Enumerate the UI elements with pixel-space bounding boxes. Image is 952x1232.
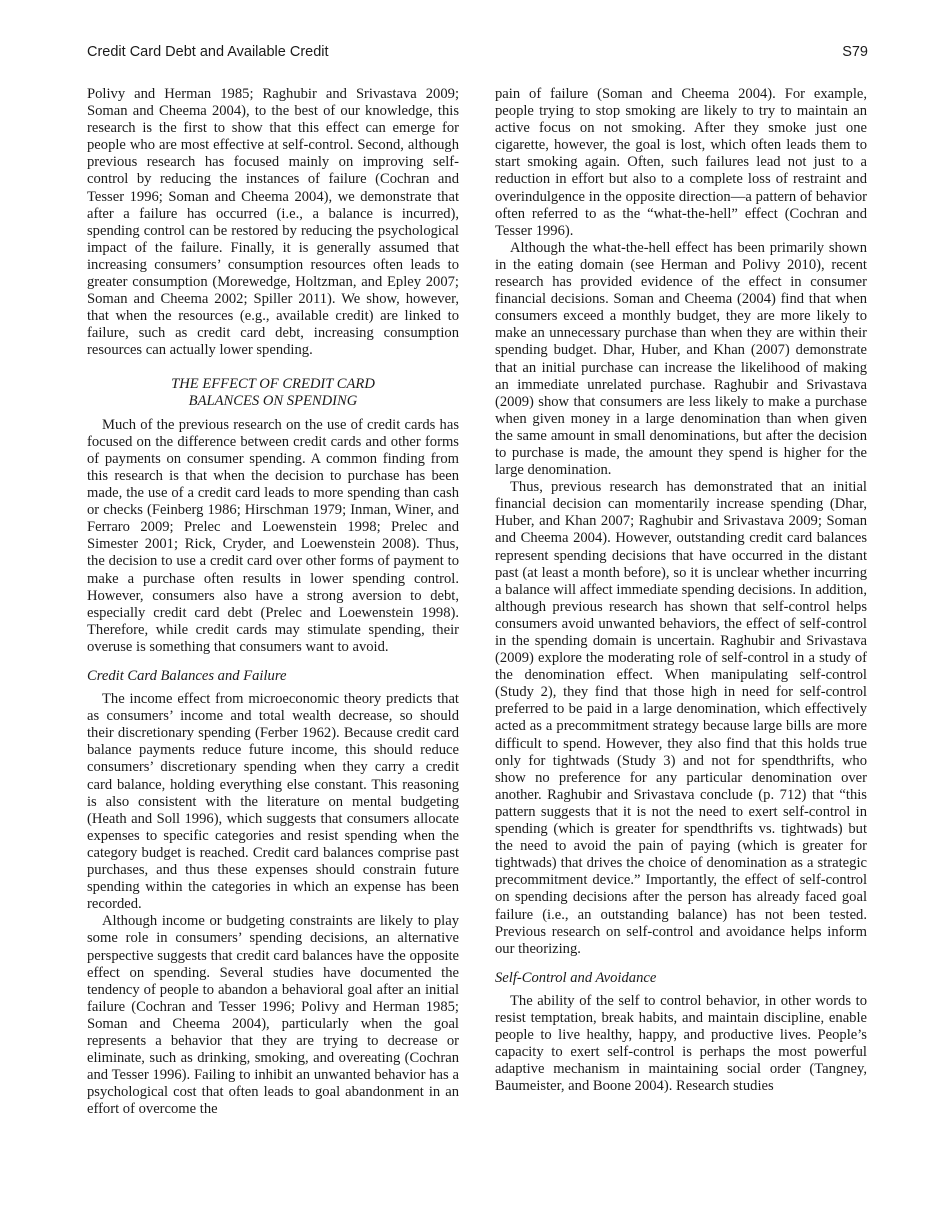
paragraph: The income effect from microeconomic theory predicts that as consumers’ income and total wealth decrease, so should their discretionary spending (Ferber 1962). Because credit card balance payments reduce future income, this should reduce consumers’ discretionary spending when they carry a credit card balance, holding everything else constant. This reasoning is also consistent with the literature on mental budgeting (Heath and Soll 1996), which suggests that consumers allocate expenses to specific categories and resist spending when the category budget is reached. Credit card balances comprise past purchases, and thus these expenses should constrain future spending within the categories in which an expense has been recorded. xyxy=(87,691,459,913)
left-column xyxy=(87,86,459,1118)
paragraph: Polivy and Herman 1985; Raghubir and Srivastava 2009; Soman and Cheema 2004), to the best of our knowledge, this research is the first to show that this effect can emerge for people who are most effective at self-control. Second, although previous research has focused mainly on improving self-control by reducing the instances of failure (Cochran and Tesser 1996; Soman and Cheema 2004), we demonstrate that after a failure has occurred (i.e., a balance is incurred), spending control can be restored by reducing the psychological impact of the failure. Finally, it is generally assumed that increasing consumers’ consumption resources often leads to greater consumption (Morewedge, Holtzman, and Epley 2007; Soman and Cheema 2002; Spiller 2011). We show, however, that when the resources (e.g., available credit) are linked to failure, such as credit card debt, increasing consumption resources can actually lower spending. xyxy=(87,86,459,359)
paragraph: Although income or budgeting constraints are likely to play some role in consumers’ spending decisions, an alternative perspective suggests that credit card balances have the opposite effect on spending. Several studies have documented the tendency of people to abandon a behavioral goal after an initial failure (Cochran and Tesser 1996; Polivy and Herman 1985; Soman and Cheema 2004), particularly when the goal represents a behavior that they are trying to decrease or eliminate, such as drinking, smoking, and overeating (Cochran and Tesser 1996). Failing to inhibit an unwanted behavior has a psychological cost that often leads to goal abandonment in an effort of overcome the xyxy=(87,913,459,1118)
running-title: Credit Card Debt and Available Credit xyxy=(87,44,329,60)
section-heading-line: THE EFFECT OF CREDIT CARD xyxy=(171,375,375,392)
paragraph: Although the what-the-hell effect has been primarily shown in the eating domain (see Herman and Polivy 2010), recent research has provided evidence of the effect in consumer financial decisions. Soman and Cheema (2004) find that when consumers exceed a monthly budget, they are more likely to make an unnecessary purchase than when they are within their spending budget. Dhar, Huber, and Khan (2007) demonstrate that an initial purchase can increase the likelihood of making an immediate unrelated purchase. Raghubir and Srivastava (2009) show that consumers are less likely to make a purchase when given money in a large denomination than when given the same amount in small denominations, but after the decision to purchase is made, the amount they spend is higher for the large denomination. xyxy=(495,239,867,479)
section-heading xyxy=(87,376,459,410)
running-head xyxy=(87,44,868,60)
subsection-heading: Credit Card Balances and Failure xyxy=(87,668,287,684)
paragraph: pain of failure (Soman and Cheema 2004). For example, people trying to stop smoking are likely to try to maintain an active focus on not smoking. After they smoke just one cigarette, however, the goal is lost, which often leads them to start smoking again. Often, such failures lead not just to a reduction in effort but also to a complete loss of restraint and overindulgence in the opposite direction—a pattern of behavior often referred to as the “what-the-hell” effect (Cochran and Tesser 1996). xyxy=(495,86,867,239)
page-number: S79 xyxy=(842,44,868,60)
paragraph: Much of the previous research on the use of credit cards has focused on the difference between credit cards and other forms of payments on consumer spending. A common finding from this research is that when the decision to purchase has been made, the use of a credit card leads to more spending than cash or checks (Feinberg 1986; Hirschman 1979; Inman, Winer, and Ferraro 2009; Prelec and Loewenstein 1998; Prelec and Simester 2001; Rick, Cryder, and Loewenstein 2008). Thus, the decision to use a credit card over other forms of payment to make a purchase often results in lower spending control. However, consumers also have a strong aversion to debt, especially credit card debt (Prelec and Loewenstein 1998). Therefore, while credit cards may stimulate spending, their overuse is something that consumers want to avoid. xyxy=(87,416,459,655)
right-column xyxy=(495,86,867,1095)
section-heading-line: BALANCES ON SPENDING xyxy=(188,392,358,409)
paragraph: Thus, previous research has demonstrated that an initial financial decision can momentarily increase spending (Dhar, Huber, and Khan 2007; Raghubir and Srivastava 2009; Soman and Cheema 2004). However, outstanding credit card balances represent spending decisions that have occurred in the distant past (at least a month before), so it is unclear whether incurring a balance will affect immediate spending decisions. In addition, although previous research has shown that self-control helps consumers avoid unwanted behaviors, the effect of self-control in the spending domain is uncertain. Raghubir and Srivastava (2009) explore the moderating role of self-control in a study of the denomination effect. When manipulating self-control (Study 2), they find that those high in need for self-control preferred to be paid in a large denomination, which effectively acted as a precommitment strategy because large bills are more difficult to spend. However, they also find that this holds true only for tightwads (Study 3) and not for spendthrifts, who show no preference for any particular denomination over another. Raghubir and Srivastava conclude (p. 712) that “this pattern suggests that it is not the need to exert self-control in spending (which is greater for spendthrifts vs. tightwads) but the need to avoid the pain of paying (which is greater for tightwads) that drives the choice of denomination as a strategic precommitment device.” Importantly, the effect of self-control on spending decisions after the person has already faced goal failure (i.e., an outstanding balance) has not been tested. Previous research on self-control and avoidance helps inform our theorizing. xyxy=(495,479,867,957)
paragraph: The ability of the self to control behavior, in other words to resist temptation, break habits, and maintain discipline, enable people to live healthy, happy, and productive lives. People’s capacity to exert self-control is perhaps the most powerful adaptive mechanism in maintaining social order (Tangney, Baumeister, and Boone 2004). Research studies xyxy=(495,992,867,1095)
subsection-heading: Self-Control and Avoidance xyxy=(495,969,657,986)
